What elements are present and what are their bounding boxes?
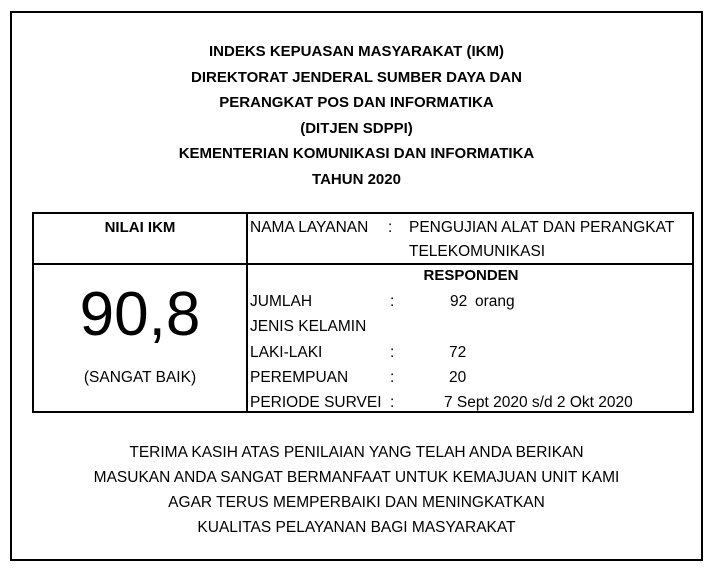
footer-message [12,440,701,540]
footer-line-3: AGAR TERUS MEMPERBAIKI DAN MENINGKATKAN [168,494,545,511]
header-line-3: PERANGKAT POS DAN INFORMATIKA [219,94,494,111]
footer-line-4: KUALITAS PELAYANAN BAGI MASYARAKAT [197,519,516,536]
footer-line-2: MASUKAN ANDA SANGAT BERMANFAAT UNTUK KEMAJUAN UNIT KAMI [93,469,620,486]
nilai-ikm-label: NILAI IKM [104,219,176,236]
header-line-4: (DITJEN SDPPI) [300,119,413,137]
footer-line-1: TERIMA KASIH ATAS PENILAIAN YANG TELAH ANDA BERIKAN [129,444,584,461]
ikm-card [10,11,703,561]
periode-value: 7 Sept 2020 s/d 2 Okt 2020 [444,394,633,411]
perempuan-value: 20 [449,369,467,386]
perempuan-colon: : [390,369,395,386]
header-line-5: KEMENTERIAN KOMUNIKASI DAN INFORMATIKA [178,145,535,162]
jumlah-label: JUMLAH [250,293,313,310]
jumlah-unit: orang [475,293,515,310]
periode-colon: : [390,394,395,411]
row-divider [34,263,692,265]
laki-laki-label: LAKI-LAKI [250,344,323,361]
jenis-kelamin-label: JENIS KELAMIN [250,318,367,335]
periode-label: PERIODE SURVEI [250,394,382,411]
ikm-score-category: (SANGAT BAIK) [83,369,197,386]
perempuan-label: PEREMPUAN [250,369,349,386]
header [12,39,701,192]
layanan-label: NAMA LAYANAN [250,219,369,236]
header-line-1: INDEKS KEPUASAN MASYARAKAT (IKM) [208,43,504,60]
responden-title: RESPONDEN [423,267,519,284]
column-divider [246,214,248,411]
header-line-6: TAHUN 2020 [312,170,401,188]
laki-laki-value: 72 [449,344,467,361]
jumlah-colon: : [390,293,395,310]
header-line-2: DIREKTORAT JENDERAL SUMBER DAYA DAN [191,68,522,86]
ikm-table [32,212,694,413]
ikm-score: 90,8 [79,280,201,349]
laki-laki-colon: : [390,344,395,361]
layanan-value-line1: PENGUJIAN ALAT DAN PERANGKAT [409,219,675,236]
layanan-colon: : [388,219,393,236]
jumlah-value: 92 [450,293,468,310]
layanan-value-line2: TELEKOMUNIKASI [409,243,546,260]
